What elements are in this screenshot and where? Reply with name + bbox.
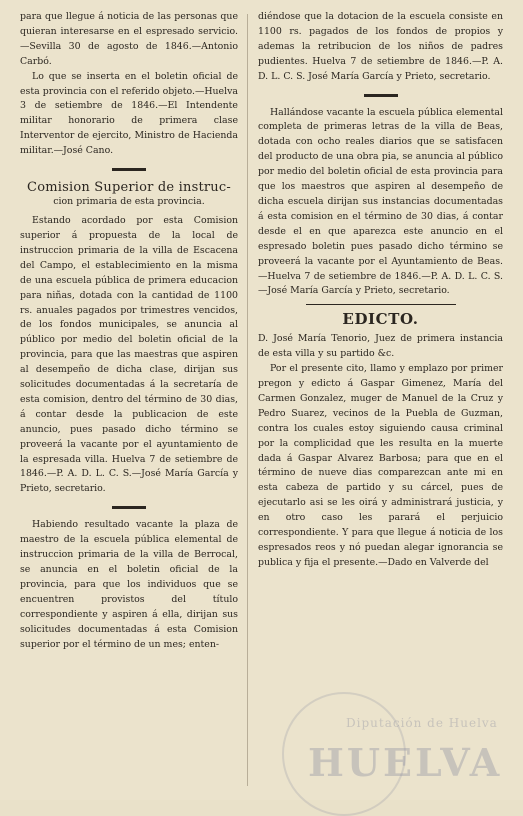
berrocal-continuation: diéndose que la dotacion de la escuela consiste en 1100 rs. pagados de los fondos de propios y ademas la retribucion de los niños de padres pudientes. Huelva 7 de setiembre de 1846.—P. A. D. L. C. S. José María García y Prieto, secretario. (258, 11, 503, 82)
closing-paragraph: para que llegue á noticia de las personas que quieran interesarse en el espresado servicio.—Sevilla 30 de agosto de 1846.—Antonio Carbó. (20, 11, 238, 67)
berrocal-announcement: Habiendo resultado vacante la plaza de maestro de la escuela pública elemental de instruccion primaria de la villa de Berrocal, se anuncia en el boletin oficial de la provincia, para que los individuos que se encuentren provistos del título correspondiente y aspiren á ella, dirijan sus solicitudes documentadas á esta Comision superior por el término de un mes; enten- (20, 519, 238, 650)
watermark-line2: HUELVA (308, 740, 503, 785)
section-title: Comision Superior de instruc- (27, 180, 231, 196)
edicto-body: Por el presente cito, llamo y emplazo por primer pregon y edicto á Gaspar Gimenez, María del Carmen Gonzalez, muger de Manuel de la Cruz y Pedro Suarez, vecinos de la Puebla de Guzman, contra los cuales estoy siguiendo causa criminal por la complicidad que les resulta en la muerte dada á Gaspar Alvarez Barbosa; para que en el término de nueve dias comparezcan ante mi en esta cabeza de partido y su cárcel, pues de ejecutarlo asi se les oirá y administrará justicia, y en otro caso les parará el perjuicio correspondiente. Y para que llegue á noticia de los espresados reos y nó puedan alegar ignorancia se publica y fija el presente.—Dado en Valverde del (258, 363, 503, 568)
watermark-seal-ring (282, 692, 406, 816)
edicto-heading: EDICTO. (342, 310, 419, 329)
right-column (258, 10, 503, 571)
column-divider (247, 14, 248, 786)
announcement-divider (112, 506, 146, 509)
edicto-divider (306, 304, 456, 305)
insertion-notice: Lo que se inserta en el boletin oficial de esta provincia con el referido objeto.—Huelva 3 de setiembre de 1846.—El Intendente militar honorario de primera clase Interventor de ejercito, Ministro de Hacienda militar.—José Cano. (20, 70, 238, 157)
section-subtitle: cion primaria de esta provincia. (53, 196, 205, 208)
escacena-announcement: Estando acordado por esta Comision superior á propuesta de la local de instruccion primaria de la villa de Escacena del Campo, el establecimiento en la misma de una escuela pública de primera educacion para niñas, dotada con la cantidad de 1100 rs. anuales pagados por trimestres vencidos, de los fondos municipales, se anuncia al público por medio del boletin oficial de la provincia, para que las maestras que aspiren al desempeño de dicha clase, dirijan sus solicitudes documentadas á la secretaría de esta comision, dentro del término de 30 dias, á contar desde la publicacion de este anuncio, pues pasado dicho término se proveerá la vacante por el ayuntamiento de la espresada villa. Huelva 7 de setiembre de 1846.—P. A. D. L. C. S.—José María García y Prieto, secretario. (20, 215, 238, 495)
beas-announcement: Hallándose vacante la escuela pública elemental completa de primeras letras de la villa de Beas, dotada con ocho reales diarios que se satisfacen del producto de una obra pia, se anuncia al público por medio del boletin oficial de esta provincia para que los maestros que aspiren al desempeño de dicha escuela dirijan sus instancias documentadas á esta comision en el término de 30 dias, á contar desde el en que aparezca este anuncio en el espresado boletin pues pasado dicho término se proveerá la vacante por el Ayuntamiento de Beas.—Huelva 7 de setiembre de 1846.—P. A. D. L. C. S.—José María García y Prieto, secretario. (258, 106, 503, 297)
section-divider (112, 168, 146, 171)
watermark-line1: Diputación de Huelva (346, 716, 498, 730)
edicto-intro: D. José María Tenorio, Juez de primera instancia de esta villa y su partido &c. (258, 333, 503, 360)
archive-watermark (270, 700, 510, 800)
announcement-divider (364, 94, 398, 97)
left-column (20, 10, 238, 652)
